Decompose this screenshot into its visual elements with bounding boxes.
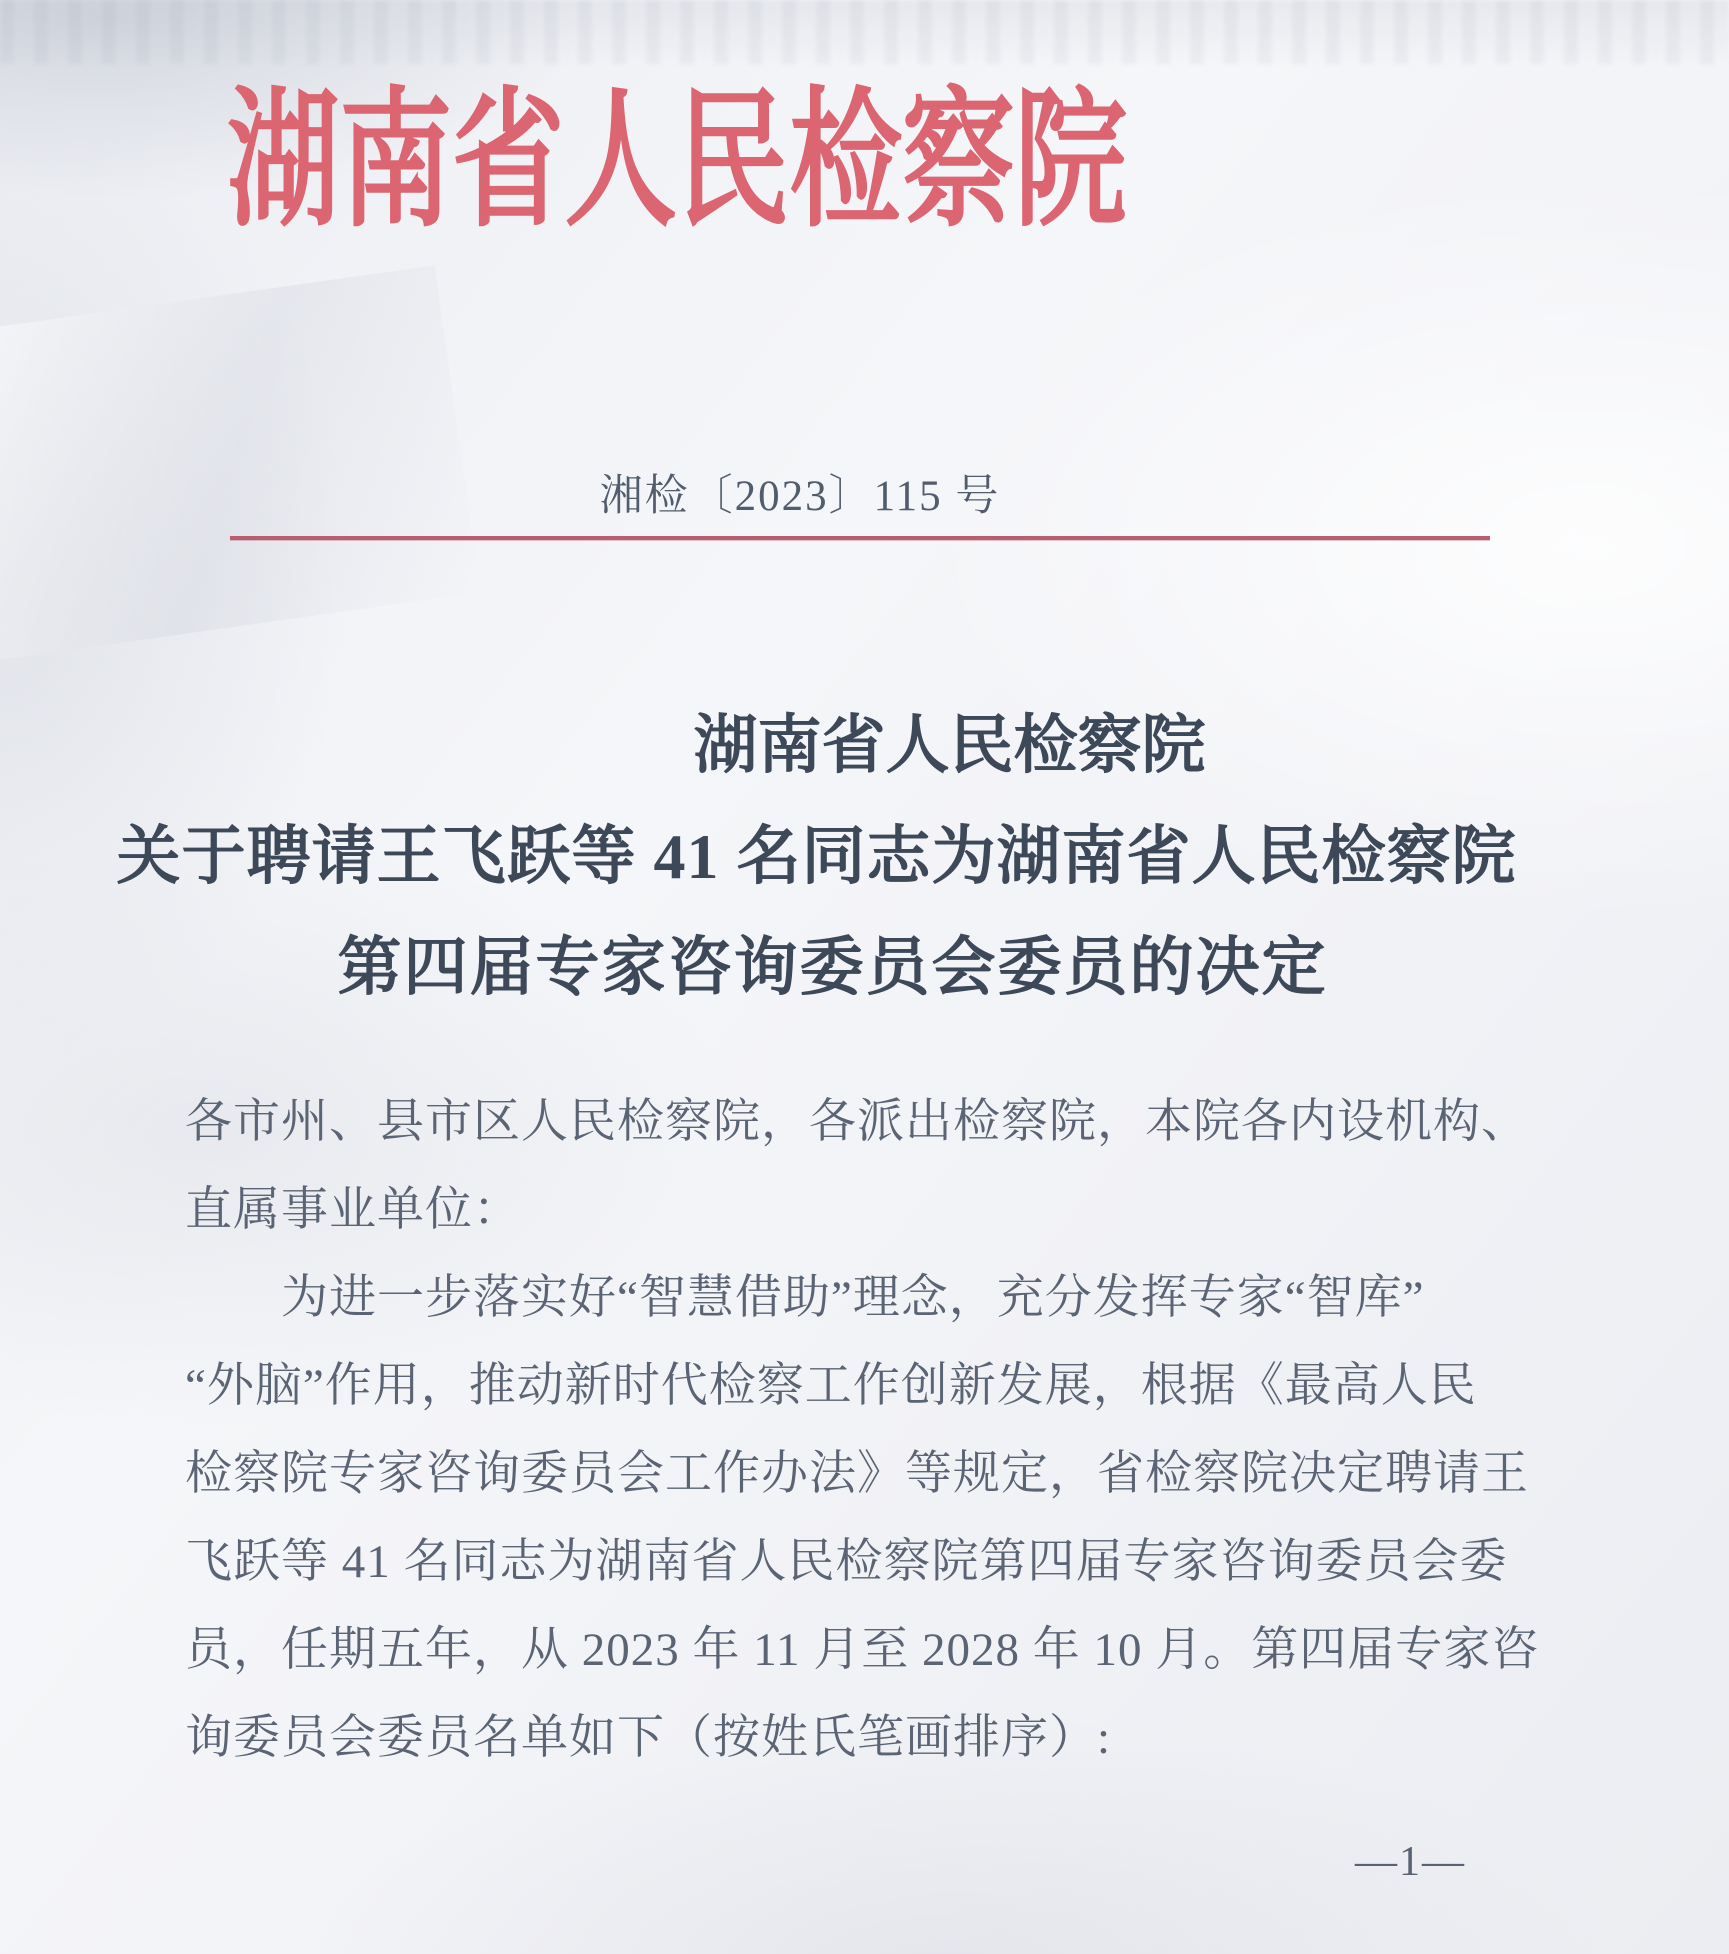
document-body	[185, 1078, 1545, 1782]
letterhead-divider-line	[230, 536, 1490, 540]
salutation-line: 各市州、县市区人民检察院，各派出检察院，本院各内设机构、	[185, 1096, 1529, 1148]
document-title-line-1: 湖南省人民检察院	[693, 710, 1206, 781]
paragraph-line: 询委员会委员名单如下（按姓氏笔画排序）:	[185, 1712, 1112, 1764]
paragraph-line: 为进一步落实好“智慧借助”理念，充分发挥专家“智库”	[281, 1272, 1425, 1324]
document-number: 湘检〔2023〕115 号	[599, 473, 1001, 520]
salutation-line: 直属事业单位：	[185, 1184, 521, 1236]
page-number: —1—	[1355, 1839, 1466, 1885]
paragraph-line: 检察院专家咨询委员会工作办法》等规定，省检察院决定聘请王	[185, 1448, 1529, 1500]
document-title	[0, 690, 1729, 1023]
agency-letterhead-title: 湖南省人民检察院	[227, 79, 1128, 245]
paragraph-line: “外脑”作用，推动新时代检察工作创新发展，根据《最高人民	[185, 1360, 1477, 1412]
document-title-line-2: 关于聘请王飞跃等 41 名同志为湖南省人民检察院	[116, 821, 1517, 892]
document-title-line-3: 第四届专家咨询委员会委员的决定	[337, 932, 1328, 1003]
paragraph-line: 员，任期五年，从 2023 年 11 月至 2028 年 10 月。第四届专家咨	[185, 1624, 1540, 1676]
scan-bleedthrough-band	[0, 0, 1729, 64]
paragraph-line: 飞跃等 41 名同志为湖南省人民检察院第四届专家咨询委员会委	[185, 1536, 1508, 1588]
